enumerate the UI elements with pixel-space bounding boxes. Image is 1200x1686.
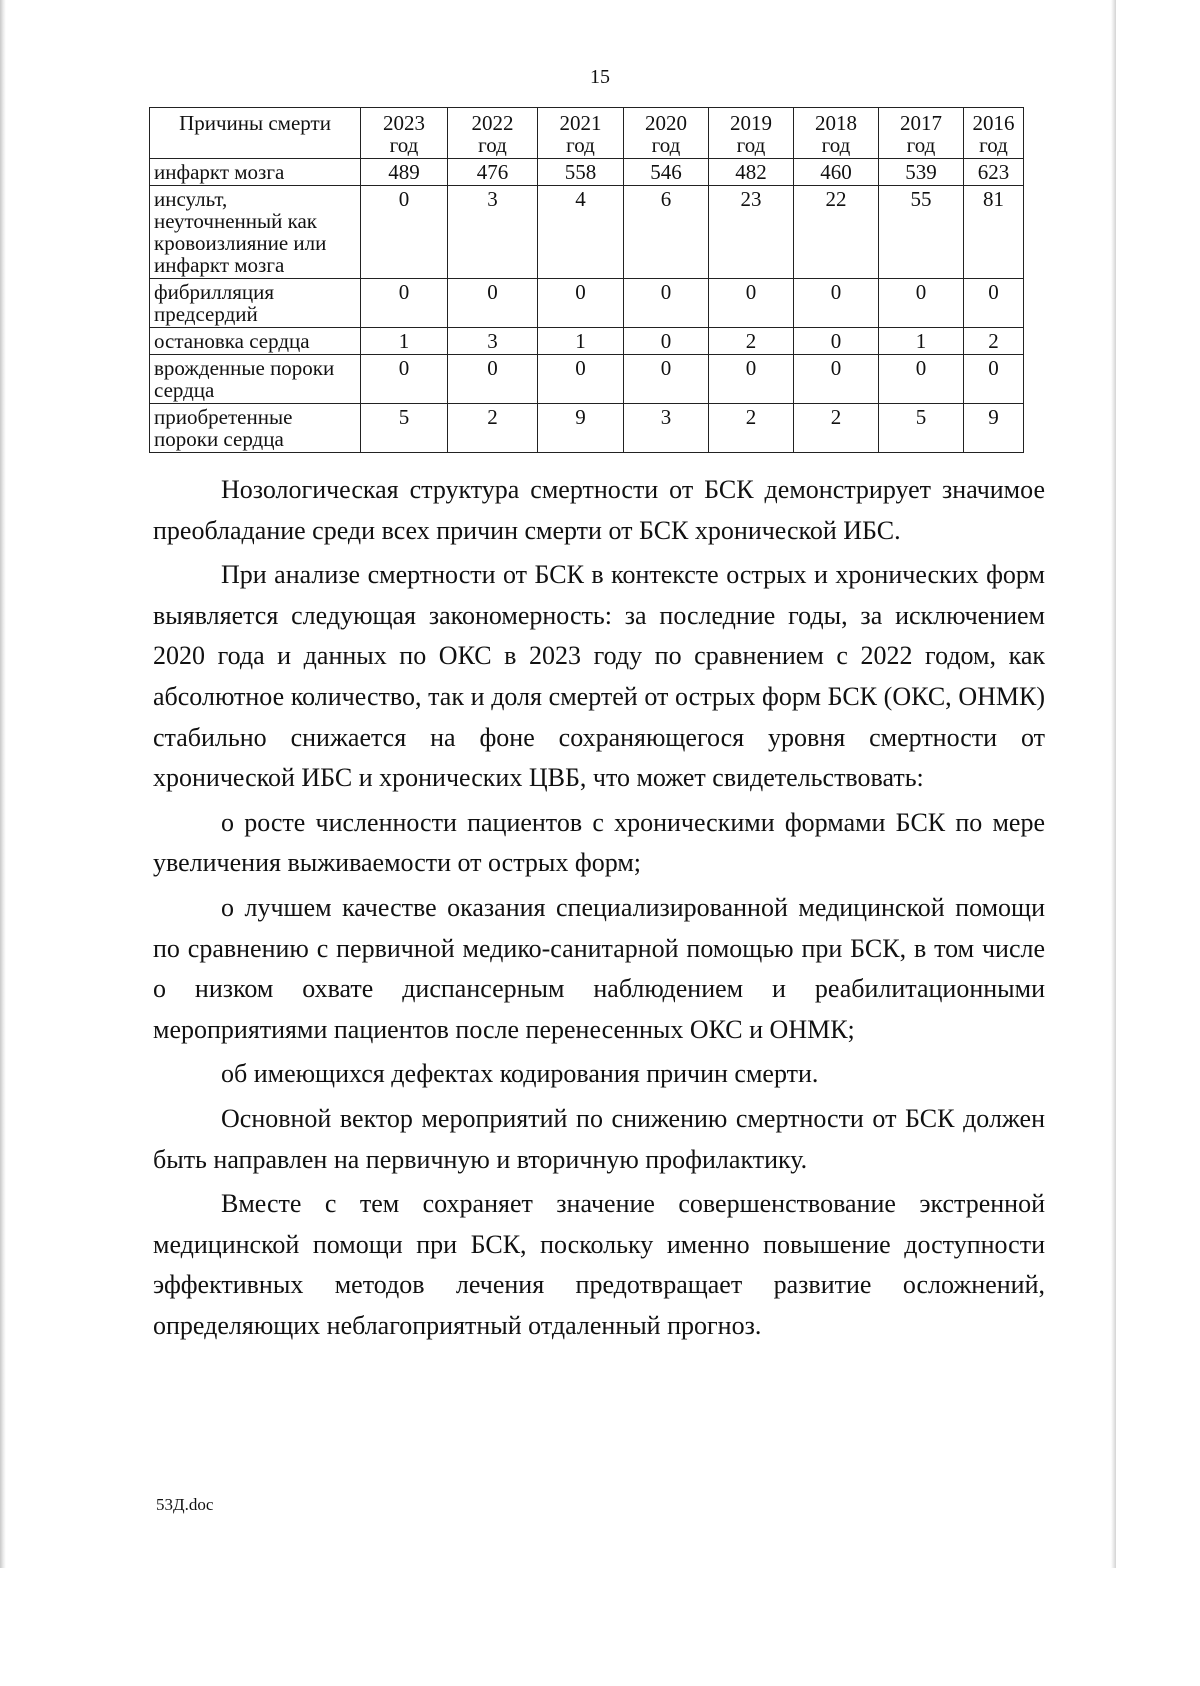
column-header-cause: Причины смерти <box>150 108 361 159</box>
value-cell: 0 <box>538 279 624 328</box>
value-cell: 0 <box>361 355 448 404</box>
page-number: 15 <box>590 66 610 88</box>
paragraph: Нозологическая структура смертности от БСК демонстрирует значимое преобладание среди всех причин смерти от БСК хронической ИБС. <box>153 475 1045 545</box>
value-cell: 1 <box>538 328 624 355</box>
value-cell: 6 <box>624 186 709 279</box>
value-cell: 0 <box>448 279 538 328</box>
value-cell: 482 <box>709 159 794 186</box>
value-cell: 0 <box>794 279 879 328</box>
value-cell: 9 <box>538 404 624 453</box>
value-cell: 3 <box>624 404 709 453</box>
value-cell: 623 <box>964 159 1024 186</box>
cause-cell: приобретенные пороки сердца <box>150 404 361 453</box>
column-header-year: 2016 год <box>964 108 1024 159</box>
document-filename: 53Д.doc <box>156 1495 214 1514</box>
value-cell: 546 <box>624 159 709 186</box>
paragraph: Вместе с тем сохраняет значение совершенствование экстренной медицинской помощи при БСК, поскольку именно повышение доступности эффективных методов лечения предотвращает развитие осложнений, определяющих неблагоприятный отдаленный прогноз. <box>153 1189 1045 1340</box>
table-row <box>150 328 1024 355</box>
value-cell: 1 <box>361 328 448 355</box>
paragraph: об имеющихся дефектах кодирования причин смерти. <box>221 1059 819 1089</box>
value-cell: 539 <box>879 159 964 186</box>
value-cell: 22 <box>794 186 879 279</box>
value-cell: 0 <box>448 355 538 404</box>
cause-cell: инсульт, неуточненный как кровоизлияние или инфаркт мозга <box>150 186 361 279</box>
value-cell: 55 <box>879 186 964 279</box>
value-cell: 3 <box>448 328 538 355</box>
value-cell: 489 <box>361 159 448 186</box>
cause-cell: врожденные пороки сердца <box>150 355 361 404</box>
value-cell: 558 <box>538 159 624 186</box>
paragraph: о росте численности пациентов с хроническими формами БСК по мере увеличения выживаемости от острых форм; <box>153 807 1045 878</box>
value-cell: 0 <box>624 279 709 328</box>
value-cell: 460 <box>794 159 879 186</box>
value-cell: 0 <box>794 355 879 404</box>
value-cell: 0 <box>879 279 964 328</box>
value-cell: 0 <box>624 355 709 404</box>
table-header-row <box>150 108 1024 159</box>
value-cell: 4 <box>538 186 624 279</box>
value-cell: 0 <box>879 355 964 404</box>
value-cell: 0 <box>709 279 794 328</box>
table-row <box>150 279 1024 328</box>
value-cell: 3 <box>448 186 538 279</box>
body-text <box>153 470 1045 1346</box>
value-cell: 0 <box>624 328 709 355</box>
value-cell: 0 <box>964 279 1024 328</box>
cause-cell: остановка сердца <box>150 328 361 355</box>
value-cell: 2 <box>448 404 538 453</box>
table-row <box>150 355 1024 404</box>
value-cell: 2 <box>709 404 794 453</box>
column-header-year: 2019 год <box>709 108 794 159</box>
table-row <box>150 159 1024 186</box>
column-header-year: 2020 год <box>624 108 709 159</box>
value-cell: 2 <box>794 404 879 453</box>
value-cell: 2 <box>964 328 1024 355</box>
cause-cell: фибрилляция предсердий <box>150 279 361 328</box>
value-cell: 476 <box>448 159 538 186</box>
death-causes-table <box>149 107 1024 453</box>
table-row <box>150 186 1024 279</box>
value-cell: 0 <box>709 355 794 404</box>
column-header-year: 2022 год <box>448 108 538 159</box>
paragraph: При анализе смертности от БСК в контексте острых и хронических форм выявляется следующая закономерность: за последние годы, за исключением 2020 года и данных по ОКС в 2023 году по сравнением с 2022 годом, как абсолютное количество, так и доля смертей от острых форм БСК (ОКС, ОНМК) стабильно снижается на фоне сохраняющегося уровня смертности от хронической ИБС и хронических ЦВБ, что может свидетельствовать: <box>153 560 1045 793</box>
value-cell: 23 <box>709 186 794 279</box>
value-cell: 9 <box>964 404 1024 453</box>
value-cell: 1 <box>879 328 964 355</box>
value-cell: 0 <box>361 186 448 279</box>
column-header-year: 2018 год <box>794 108 879 159</box>
value-cell: 0 <box>964 355 1024 404</box>
paragraph: о лучшем качестве оказания специализированной медицинской помощи по сравнению с первичной медико-санитарной помощью при БСК, в том числе о низком охвате диспансерным наблюдением и реабилитационными мероприятиями пациентов после перенесенных ОКС и ОНМК; <box>153 892 1045 1044</box>
column-header-year: 2021 год <box>538 108 624 159</box>
value-cell: 5 <box>361 404 448 453</box>
table-row <box>150 404 1024 453</box>
column-header-year: 2023 год <box>361 108 448 159</box>
value-cell: 0 <box>538 355 624 404</box>
paragraph: Основной вектор мероприятий по снижению смертности от БСК должен быть направлен на первичную и вторичную профилактику. <box>153 1103 1045 1174</box>
value-cell: 5 <box>879 404 964 453</box>
scan-edge-right <box>1111 0 1116 1568</box>
column-header-year: 2017 год <box>879 108 964 159</box>
scan-edge-left <box>0 0 6 1568</box>
value-cell: 0 <box>794 328 879 355</box>
value-cell: 0 <box>361 279 448 328</box>
cause-cell: инфаркт мозга <box>150 159 361 186</box>
value-cell: 2 <box>709 328 794 355</box>
value-cell: 81 <box>964 186 1024 279</box>
